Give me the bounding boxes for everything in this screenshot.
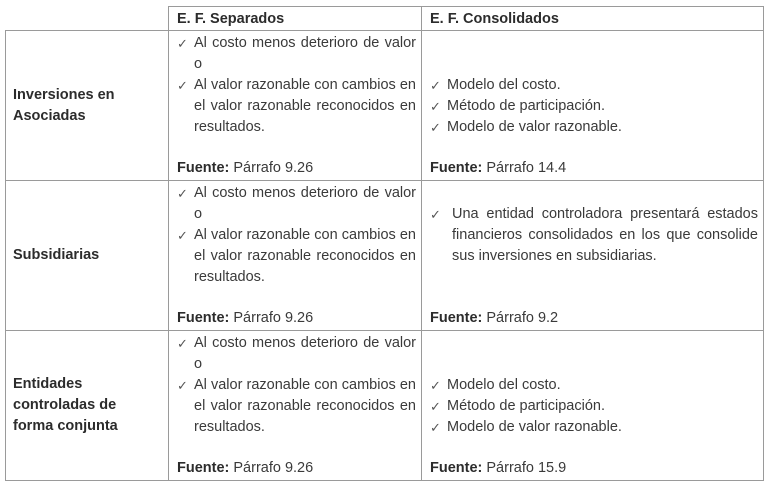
source-note: Fuente: Párrafo 15.9	[430, 460, 567, 476]
separados-cell	[169, 181, 422, 331]
list-item: ✓ Modelo de valor razonable.	[430, 117, 758, 138]
check-icon: ✓	[430, 78, 441, 93]
check-icon: ✓	[430, 399, 441, 414]
separados-cell	[169, 331, 422, 481]
table-row	[6, 31, 764, 181]
check-icon: ✓	[177, 36, 188, 51]
check-icon: ✓	[430, 207, 441, 222]
check-icon: ✓	[430, 120, 441, 135]
header-consolidados: E. F. Consolidados	[422, 7, 764, 31]
comparison-table	[5, 6, 764, 481]
check-icon: ✓	[177, 186, 188, 201]
list-item: ✓ Al valor razonable con cambios en el valor razonable reconocidos en resultados.	[177, 75, 416, 138]
list-item: ✓ Método de participación.	[430, 396, 758, 417]
row-label-line: Inversiones en	[13, 86, 115, 103]
row-label	[6, 181, 169, 331]
row-label	[6, 331, 169, 481]
check-icon: ✓	[430, 378, 441, 393]
row-label	[6, 31, 169, 181]
row-label-line: Subsidiarias	[13, 247, 100, 263]
check-icon: ✓	[430, 99, 441, 114]
list-item: ✓ Modelo de valor razonable.	[430, 417, 758, 438]
check-icon: ✓	[177, 78, 188, 93]
source-note: Fuente: Párrafo 14.4	[430, 160, 567, 176]
source-note: Fuente: Párrafo 9.2	[430, 310, 559, 326]
table-row	[6, 181, 764, 331]
list-item: ✓ Al valor razonable con cambios en el valor razonable reconocidos en resultados.	[177, 225, 416, 288]
consolidados-cell	[422, 181, 764, 331]
check-icon: ✓	[177, 336, 188, 351]
consolidados-cell	[422, 331, 764, 481]
table-row	[6, 331, 764, 481]
source-note: Fuente: Párrafo 9.26	[177, 460, 314, 476]
list-item: ✓ Modelo del costo.	[430, 375, 758, 396]
row-label-line: controladas de	[13, 397, 117, 413]
list-item: ✓ Modelo del costo.	[430, 75, 758, 96]
header-row	[6, 7, 764, 31]
separados-cell	[169, 31, 422, 181]
list-item: ✓ Al costo menos deterioro de valor o	[177, 183, 416, 225]
check-icon: ✓	[177, 228, 188, 243]
source-note: Fuente: Párrafo 9.26	[177, 160, 314, 176]
list-item: ✓ Al valor razonable con cambios en el valor razonable reconocidos en resultados.	[177, 375, 416, 438]
corner-cell	[6, 7, 169, 31]
check-icon: ✓	[430, 420, 441, 435]
list-item: ✓ Al costo menos deterioro de valor o	[177, 333, 416, 375]
consolidados-cell	[422, 31, 764, 181]
row-label-line: Entidades	[13, 376, 83, 392]
row-label-line: forma conjunta	[13, 418, 118, 434]
source-note: Fuente: Párrafo 9.26	[177, 310, 314, 326]
list-item: ✓ Método de participación.	[430, 96, 758, 117]
header-separados: E. F. Separados	[169, 7, 422, 31]
check-icon: ✓	[177, 378, 188, 393]
list-item: ✓ Una entidad controladora presentará estados financieros consolidados en los que consolide sus inversiones en subsidiarias.	[430, 204, 758, 267]
row-label-line: Asociadas	[13, 107, 86, 124]
list-item: ✓ Al costo menos deterioro de valor o	[177, 33, 416, 75]
